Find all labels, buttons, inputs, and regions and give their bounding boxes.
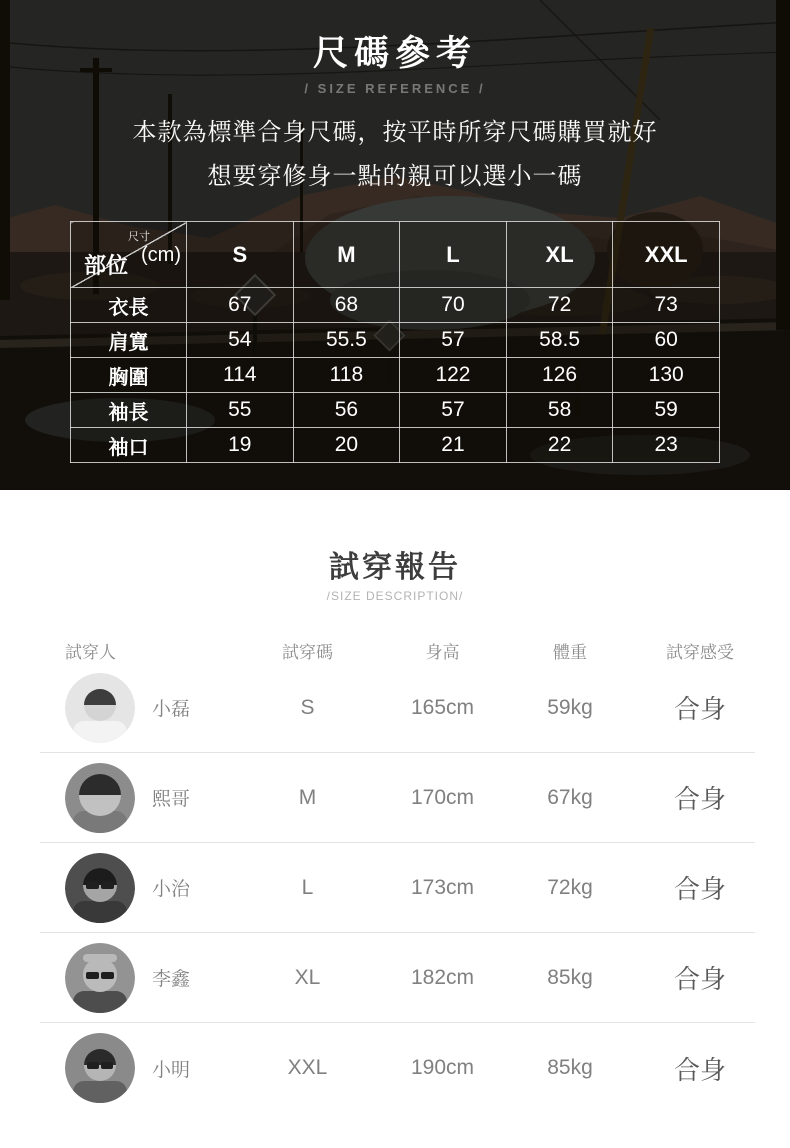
measure-label: 衣長 <box>71 288 187 323</box>
measure-value: 57 <box>400 393 507 428</box>
tester-weight: 85kg <box>547 1056 593 1079</box>
tester-name: 小治 <box>152 879 191 900</box>
size-table-row <box>71 288 720 323</box>
tester-fit-feel: 合身 <box>673 784 726 814</box>
tester-size: M <box>298 785 317 809</box>
measure-value: 54 <box>187 323 294 358</box>
measure-value: 122 <box>400 358 507 393</box>
measure-value: 20 <box>293 428 400 463</box>
size-table-row <box>71 358 720 393</box>
measure-value: 58 <box>506 393 613 428</box>
corner-part-label: 部位 <box>84 253 129 278</box>
measure-value: 72 <box>506 288 613 323</box>
corner-unit: (cm) <box>141 244 181 266</box>
measure-label: 胸圍 <box>71 358 187 393</box>
tester-fit-feel: 合身 <box>673 874 726 904</box>
tester-height: 165cm <box>410 695 475 719</box>
size-table-corner-cell <box>71 222 187 288</box>
size-table <box>70 221 720 463</box>
size-column-header: XL <box>506 222 613 288</box>
size-table-row <box>71 323 720 358</box>
size-note-line2: 想要穿修身一點的親可以選小一碼 <box>207 163 583 190</box>
tester-weight: 67kg <box>547 785 593 809</box>
size-table-row <box>71 428 720 463</box>
column-header-height: 身高 <box>425 642 460 662</box>
measure-value: 58.5 <box>506 323 613 358</box>
measure-value: 114 <box>187 358 294 393</box>
tester-name: 李鑫 <box>152 969 191 990</box>
tester-avatar-photo <box>65 763 135 833</box>
tester-name: 小明 <box>152 1059 191 1081</box>
size-reference-content <box>0 26 790 463</box>
measure-value: 60 <box>613 323 720 358</box>
tester-weight: 72kg <box>547 875 593 899</box>
measure-value: 55.5 <box>293 323 400 358</box>
tester-weight: 59kg <box>547 695 593 719</box>
column-header-feel: 試穿感受 <box>666 642 734 662</box>
measure-value: 130 <box>613 358 720 393</box>
fitting-report-section <box>0 490 790 1113</box>
size-column-header: L <box>400 222 507 288</box>
measure-label: 肩寬 <box>71 323 187 358</box>
tester-height: 182cm <box>410 965 475 989</box>
size-table-header-row <box>71 222 720 288</box>
measure-value: 67 <box>187 288 294 323</box>
column-header-size: 試穿碼 <box>282 642 333 662</box>
measure-value: 55 <box>187 393 294 428</box>
measure-value: 126 <box>506 358 613 393</box>
measure-value: 70 <box>400 288 507 323</box>
measure-value: 68 <box>293 288 400 323</box>
tester-size: XXL <box>287 1056 328 1079</box>
tester-avatar-photo <box>65 853 135 923</box>
tester-name: 熙哥 <box>152 789 191 810</box>
measure-value: 22 <box>506 428 613 463</box>
tester-avatar-photo <box>65 943 135 1013</box>
tester-name: 小磊 <box>152 699 191 720</box>
measure-value: 23 <box>613 428 720 463</box>
tester-size: S <box>300 695 315 719</box>
size-column-header: XXL <box>613 222 720 288</box>
fitting-report-table <box>0 637 790 1113</box>
corner-unit-label: 尺寸 <box>128 231 150 243</box>
fitting-report-row <box>40 933 755 1023</box>
tester-fit-feel: 合身 <box>673 964 726 994</box>
tester-fit-feel: 合身 <box>673 1054 726 1085</box>
fitting-report-header-row <box>40 637 755 663</box>
measure-value: 118 <box>293 358 400 393</box>
tester-weight: 85kg <box>547 965 593 989</box>
size-note-line1: 本款為標準合身尺碼，按平時所穿尺碼購買就好 <box>132 119 658 146</box>
tester-height: 173cm <box>410 875 475 899</box>
tester-height: 190cm <box>410 1056 475 1079</box>
tester-avatar-photo <box>65 673 135 743</box>
fitting-report-rows <box>40 663 755 1113</box>
fitting-report-title: 試穿報告 <box>329 551 461 584</box>
tester-height: 170cm <box>410 785 475 809</box>
measure-value: 59 <box>613 393 720 428</box>
tester-fit-feel: 合身 <box>673 694 726 724</box>
size-table-body <box>71 288 720 463</box>
measure-label: 袖長 <box>71 393 187 428</box>
measure-value: 73 <box>613 288 720 323</box>
size-table-row <box>71 393 720 428</box>
measure-value: 19 <box>187 428 294 463</box>
column-header-weight: 體重 <box>553 642 587 662</box>
size-column-header: M <box>293 222 400 288</box>
measure-label: 袖口 <box>71 428 187 463</box>
fitting-report-row <box>40 663 755 753</box>
column-header-tester: 試穿人 <box>65 642 116 662</box>
fitting-report-subtitle: /SIZE DESCRIPTION/ <box>326 589 464 603</box>
measure-value: 21 <box>400 428 507 463</box>
measure-value: 56 <box>293 393 400 428</box>
fitting-report-row <box>40 843 755 933</box>
measure-value: 57 <box>400 323 507 358</box>
tester-size: L <box>301 875 314 899</box>
fitting-report-row <box>40 1023 755 1113</box>
tester-size: XL <box>294 965 321 989</box>
size-reference-section <box>0 0 790 490</box>
size-column-header: S <box>187 222 294 288</box>
fitting-report-row <box>40 753 755 843</box>
size-reference-subtitle: / SIZE REFERENCE / <box>304 81 486 96</box>
tester-avatar-photo <box>65 1033 135 1103</box>
size-reference-title: 尺碼參考 <box>312 34 477 73</box>
